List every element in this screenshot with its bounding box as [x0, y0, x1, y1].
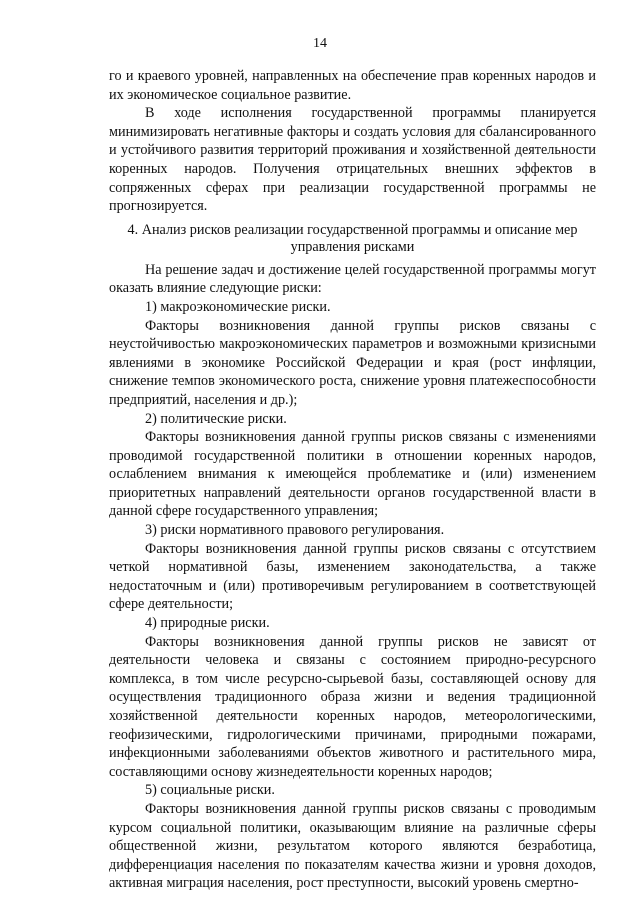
risk-title: 4) природные риски. — [145, 615, 270, 632]
risk-description: Факторы возникновения данной группы рисков связаны с проводимым курсом социальной политики, оказывающим влияние на различные сферы общественной жизни, результатом которого являются безработица, дифференциация населения по показателям качества жизни и уровня доходов, активная миграция населения, рост преступности, высокий уровень смертно- — [109, 800, 596, 892]
paragraph-intro: На решение задач и достижение целей государственной программы могут оказать влияние следующие риски: — [109, 261, 596, 297]
paragraph-implementation: В ходе исполнения государственной программы планируется минимизировать негативные факторы и создать условия для сбалансированного и устойчивого развития территорий проживания и хозяйственной деятельности коренных народов. Получения отрицательных внешних эффектов в сопряженных сферах при реализации государственной программы не прогнозируется. — [109, 105, 596, 215]
section-heading-line-2: управления рисками — [290, 238, 415, 255]
section-heading-line-1: 4. Анализ рисков реализации государственной программы и описание мер — [127, 221, 578, 238]
risk-title: 2) политические риски. — [145, 410, 287, 427]
risk-title: 1) макроэкономические риски. — [145, 298, 331, 315]
risk-description: Факторы возникновения данной группы рисков связаны с изменениями проводимой государственной политики в отношении коренных народов, ослаблением внимания к имеющейся проблематике и (или) изменением приоритетных направлений деятельности органов государственной власти в данной сфере государственного управления; — [109, 429, 596, 520]
section-heading — [109, 222, 596, 256]
page-number: 14 — [313, 36, 327, 51]
risk-title: 3) риски нормативного правового регулирования. — [145, 522, 445, 539]
risk-description: Факторы возникновения данной группы рисков связаны с отсутствием четкой нормативной базы, изменением законодательства, а также недостаточным и (или) противоречивым регулированием в соответствующей сфере деятельности; — [109, 540, 596, 613]
risk-description: Факторы возникновения данной группы рисков связаны с неустойчивостью макроэкономических параметров и возможными кризисными явлениями в экономике Российской Федерации и края (рост инфляции, снижение темпов экономического роста, снижение уровня платежеспособности предприятий, населения и др.); — [109, 317, 596, 408]
risk-title: 5) социальные риски. — [145, 782, 275, 799]
document-body — [109, 67, 596, 893]
risk-description: Факторы возникновения данной группы рисков не зависят от деятельности человека и связаны с состоянием природно-ресурсного комплекса, в том числе ресурсно-сырьевой базы, составляющей основу для осуществления традиционного образа жизни и ведения традиционной хозяйственной деятельности коренных народов, метеорологическими, геофизическими, гидрологическими причинами, природными пожарами, инфекционными заболеваниями объектов животного и растительного мира, составляющими основу жизнедеятельности коренных народов; — [109, 633, 596, 780]
paragraph-continuation: го и краевого уровней, направленных на обеспечение прав коренных народов и их экономическое социальное развитие. — [109, 68, 596, 103]
